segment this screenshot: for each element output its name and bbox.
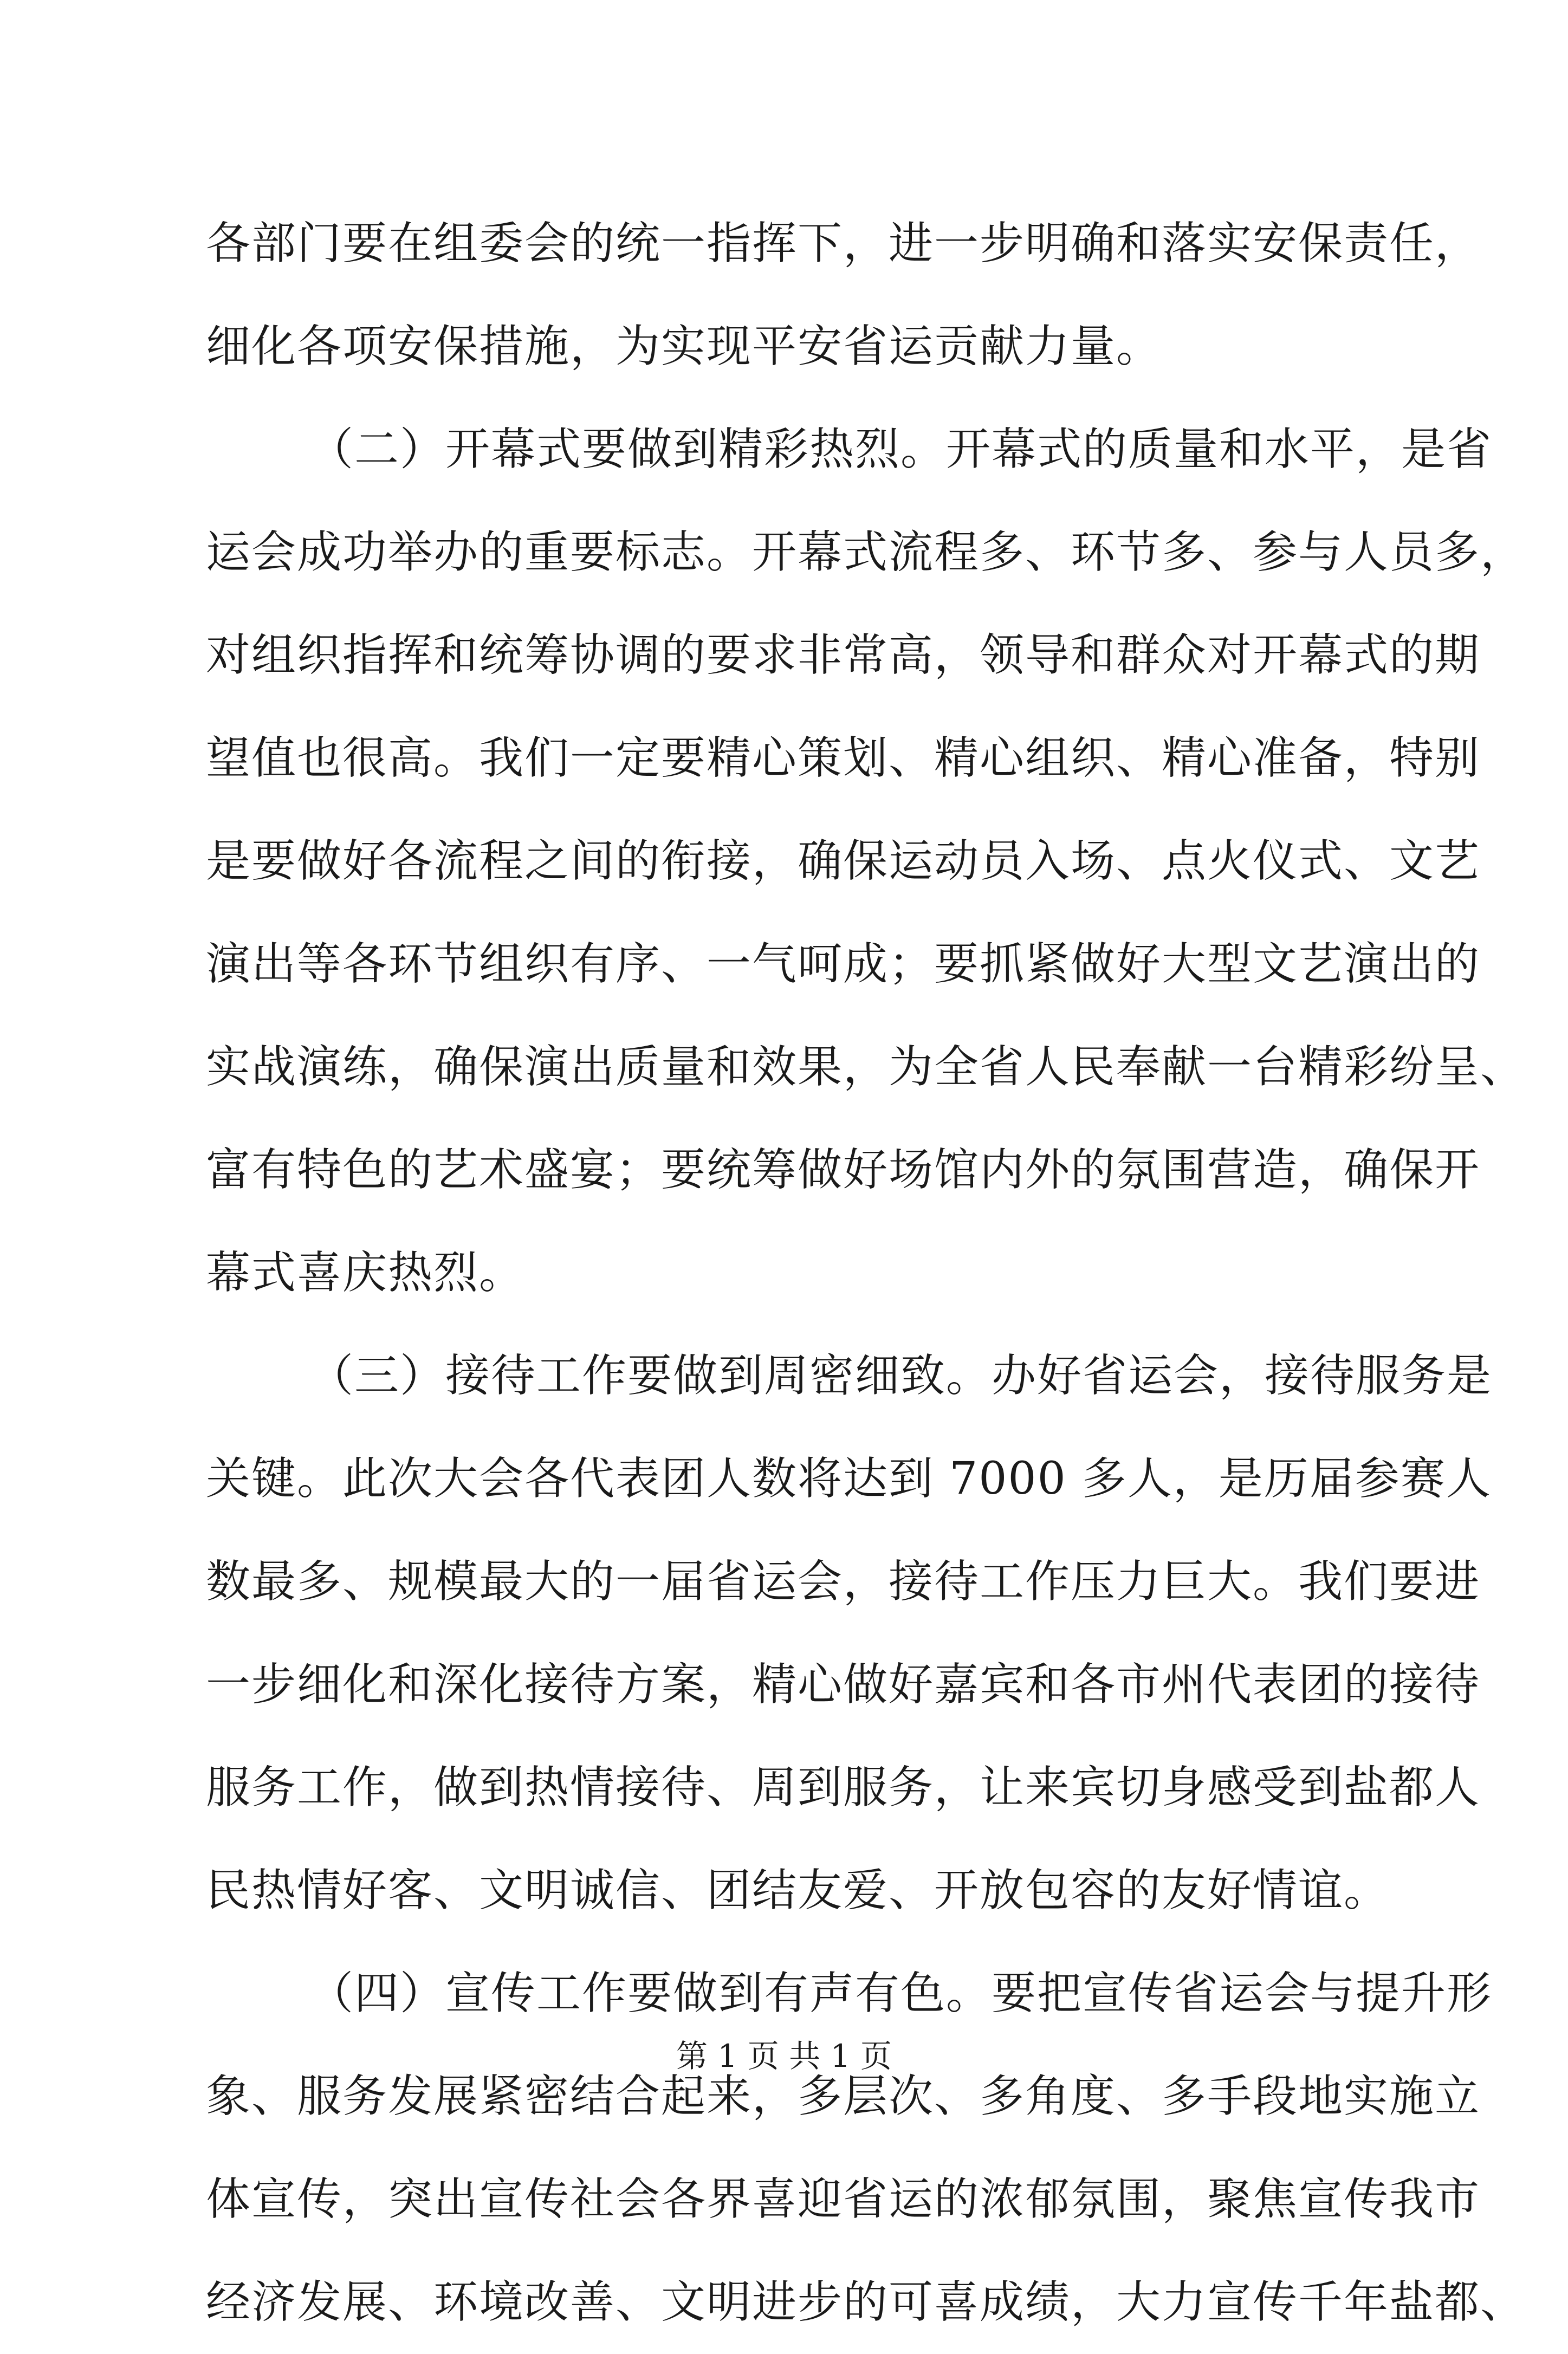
text-line: 各部门要在组委会的统一指挥下，进一步明确和落实安保责任， bbox=[206, 218, 1481, 269]
document-body bbox=[206, 192, 1526, 2354]
text-line: 经济发展、环境改善、文明进步的可喜成绩，大力宣传千年盐都、 bbox=[206, 2277, 1526, 2328]
text-line: 运会成功举办的重要标志。开幕式流程多、环节多、参与人员多， bbox=[206, 527, 1526, 578]
text-line: 望值也很高。我们一定要精心策划、精心组织、精心准备，特别 bbox=[206, 732, 1481, 784]
text-line: 细化各项安保措施，为实现平安省运贡献力量。 bbox=[206, 321, 1162, 372]
text-line: 服务工作，做到热情接待、周到服务，让来宾切身感受到盐都人 bbox=[206, 1762, 1481, 1813]
page-number-label: 第 1 页 共 1 页 bbox=[676, 2038, 892, 2074]
text-line: 对组织指挥和统筹协调的要求非常高，领导和群众对开幕式的期 bbox=[206, 630, 1481, 681]
page-footer bbox=[0, 2034, 1568, 2078]
text-line: 富有特色的艺术盛宴；要统筹做好场馆内外的氛围营造，确保开 bbox=[206, 1144, 1481, 1196]
text-line: 演出等各环节组织有序、一气呵成；要抓紧做好大型文艺演出的 bbox=[206, 938, 1481, 990]
text-line: （二）开幕式要做到精彩热烈。开幕式的质量和水平，是省 bbox=[309, 424, 1493, 475]
text-line: 一步细化和深化接待方案，精心做好嘉宾和各市州代表团的接待 bbox=[206, 1659, 1481, 1710]
text-line: 体宣传，突出宣传社会各界喜迎省运的浓郁氛围，聚焦宣传我市 bbox=[206, 2174, 1481, 2225]
text-line: 幕式喜庆热烈。 bbox=[206, 1247, 525, 1299]
text-line: （三）接待工作要做到周密细致。办好省运会，接待服务是 bbox=[309, 1350, 1493, 1402]
text-line: 实战演练，确保演出质量和效果，为全省人民奉献一台精彩纷呈、 bbox=[206, 1041, 1526, 1093]
text-line: 是要做好各流程之间的衔接，确保运动员入场、点火仪式、文艺 bbox=[206, 835, 1481, 887]
text-line: （四）宣传工作要做到有声有色。要把宣传省运会与提升形 bbox=[309, 1968, 1493, 2019]
text-line: 民热情好客、文明诚信、团结友爱、开放包容的友好情谊。 bbox=[206, 1865, 1390, 1916]
text-line: 关键。此次大会各代表团人数将达到 7000 多人，是历届参赛人 bbox=[206, 1453, 1492, 1505]
text-line: 数最多、规模最大的一届省运会，接待工作压力巨大。我们要进 bbox=[206, 1556, 1481, 1607]
text-line: 象、服务发展紧密结合起来，多层次、多角度、多手段地实施立 bbox=[206, 2071, 1481, 2122]
